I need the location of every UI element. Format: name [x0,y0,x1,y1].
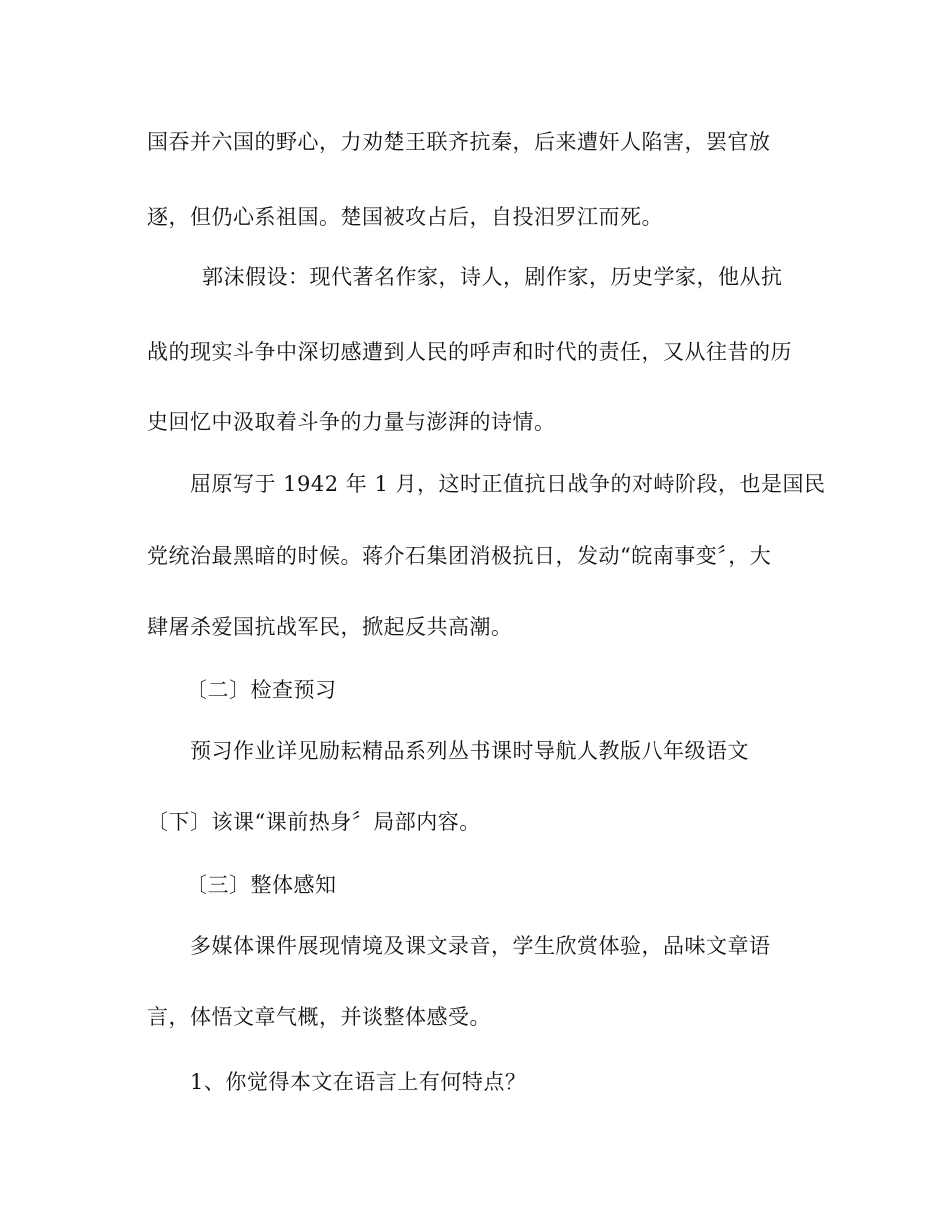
paragraph-line: 〔下〕该课“课前热身〞局部内容。 [147,810,481,834]
paragraph-line: 国吞并六国的野心，力劝楚王联齐抗秦，后来遭奸人陷害，罢官放 [147,130,771,154]
paragraph-line: 屈原写于 1942 年 1 月，这时正值抗日战争的对峙阶段，也是国民 [190,472,826,496]
question-line: 1、你觉得本文在语言上有何特点？ [190,1070,527,1094]
paragraph-line: 战的现实斗争中深切感遭到人民的呼声和时代的责任，又从往昔的历 [147,340,792,364]
paragraph-line: 多媒体课件展现情境及课文录音，学生欣赏体验，品味文章语 [190,934,771,958]
paragraph-line: 逐，但仍心系祖国。楚国被攻占后，自投汨罗江而死。 [147,205,663,229]
paragraph-line: 党统治最黑暗的时候。蒋介石集团消极抗日，发动“皖南事变〞，大 [147,544,772,568]
section-heading: 〔二〕检查预习 [186,678,337,702]
paragraph-line: 言，体悟文章气概，并谈整体感受。 [147,1005,491,1029]
paragraph-line: 郭沫假设：现代著名作家，诗人，剧作家，历史学家，他从抗 [202,265,783,289]
paragraph-line: 肆屠杀爱国抗战军民，掀起反共高潮。 [147,615,513,639]
section-heading: 〔三〕整体感知 [186,873,337,897]
paragraph-line: 预习作业详见励耘精品系列丛书课时导航人教版八年级语文 [190,739,749,763]
paragraph-line: 史回忆中汲取着斗争的力量与澎湃的诗情。 [147,410,556,434]
